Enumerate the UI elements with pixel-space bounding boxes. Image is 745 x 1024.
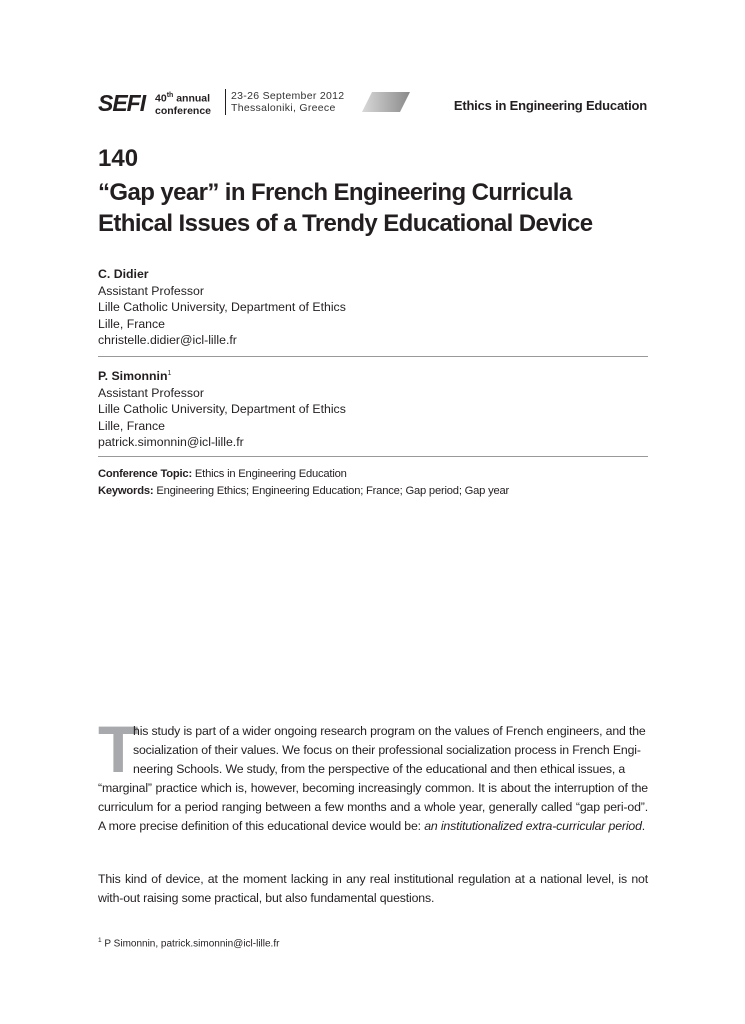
conference-word: conference xyxy=(155,104,212,117)
abstract-line: his study is part of a wider ongoing research program on the values of French engineers, and the xyxy=(133,724,646,738)
abstract-text: “marginal” practice which is, however, becoming increasingly common. It is about the interruption of the curriculum for a period ranging between a few months and a whole year, generally called “gap peri-od”. A more precise definition of this educational device would be: xyxy=(98,781,648,833)
footnote xyxy=(98,934,279,950)
header-divider xyxy=(225,89,226,115)
drop-cap: T xyxy=(98,712,139,786)
author-position: Assistant Professor xyxy=(98,385,204,400)
paper-title-line-1: “Gap year” in French Engineering Curricula xyxy=(98,179,572,206)
conference-topic xyxy=(98,466,658,483)
author-name: P. Simonnin xyxy=(98,369,168,384)
abstract-line: neering Schools. We study, from the perspective of the educational and then ethical issues, a xyxy=(133,762,626,776)
paper-title-line-2: Ethical Issues of a Trendy Educational Device xyxy=(98,210,593,237)
author-divider xyxy=(98,356,648,357)
topic-label: Conference Topic: xyxy=(98,468,192,480)
topic-value: Ethics in Engineering Education xyxy=(194,468,347,480)
annual-suffix: th xyxy=(166,92,174,99)
author-footnote-mark[interactable]: 1 xyxy=(167,370,172,377)
paper-title xyxy=(98,177,658,239)
footnote-mark: 1 xyxy=(98,937,102,944)
conference-location: Thessaloniki, Greece xyxy=(231,102,336,114)
author-divider xyxy=(98,456,648,457)
keywords xyxy=(98,483,658,500)
keywords-label: Keywords: xyxy=(98,485,154,497)
annual-number: 40 xyxy=(155,92,167,105)
author-position: Assistant Professor xyxy=(98,283,204,298)
author-affiliation: Lille Catholic University, Department of Ethics xyxy=(98,300,346,315)
conference-edition xyxy=(155,90,211,117)
abstract-definition: an institutionalized extra-curricular period xyxy=(424,819,642,833)
author-location: Lille, France xyxy=(98,418,165,433)
running-title: Ethics in Engineering Education xyxy=(453,98,647,113)
sefi-logo: SEFI xyxy=(98,90,146,116)
annual-word: annual xyxy=(176,92,211,105)
abstract-paragraph xyxy=(98,779,648,836)
abstract-line: socialization of their values. We focus on their professional socialization process in French Engi- xyxy=(133,743,641,757)
body-paragraph: This kind of device, at the moment lacking in any real institutional regulation at a national level, is not with-out raising some practical, but also fundamental questions. xyxy=(98,872,648,905)
author-affiliation: Lille Catholic University, Department of Ethics xyxy=(98,402,346,417)
abstract-first-lines xyxy=(133,722,648,779)
author-name: C. Didier xyxy=(98,267,149,281)
author-block xyxy=(98,266,648,349)
author-email[interactable]: christelle.didier@icl-lille.fr xyxy=(98,333,237,348)
author-block xyxy=(98,366,648,451)
conference-dates-location xyxy=(231,90,344,114)
header-stripe-graphic xyxy=(362,92,410,112)
author-location: Lille, France xyxy=(98,316,165,331)
author-email[interactable]: patrick.simonnin@icl-lille.fr xyxy=(98,435,244,450)
keywords-value: Engineering Ethics; Engineering Education; France; Gap period; Gap year xyxy=(156,485,510,497)
conference-dates: 23-26 September 2012 xyxy=(231,90,345,102)
abstract-period: . xyxy=(641,819,646,833)
paper-number: 140 xyxy=(98,145,139,172)
footnote-text: P Simonnin, patrick.simonnin@icl-lille.fr xyxy=(104,938,280,950)
